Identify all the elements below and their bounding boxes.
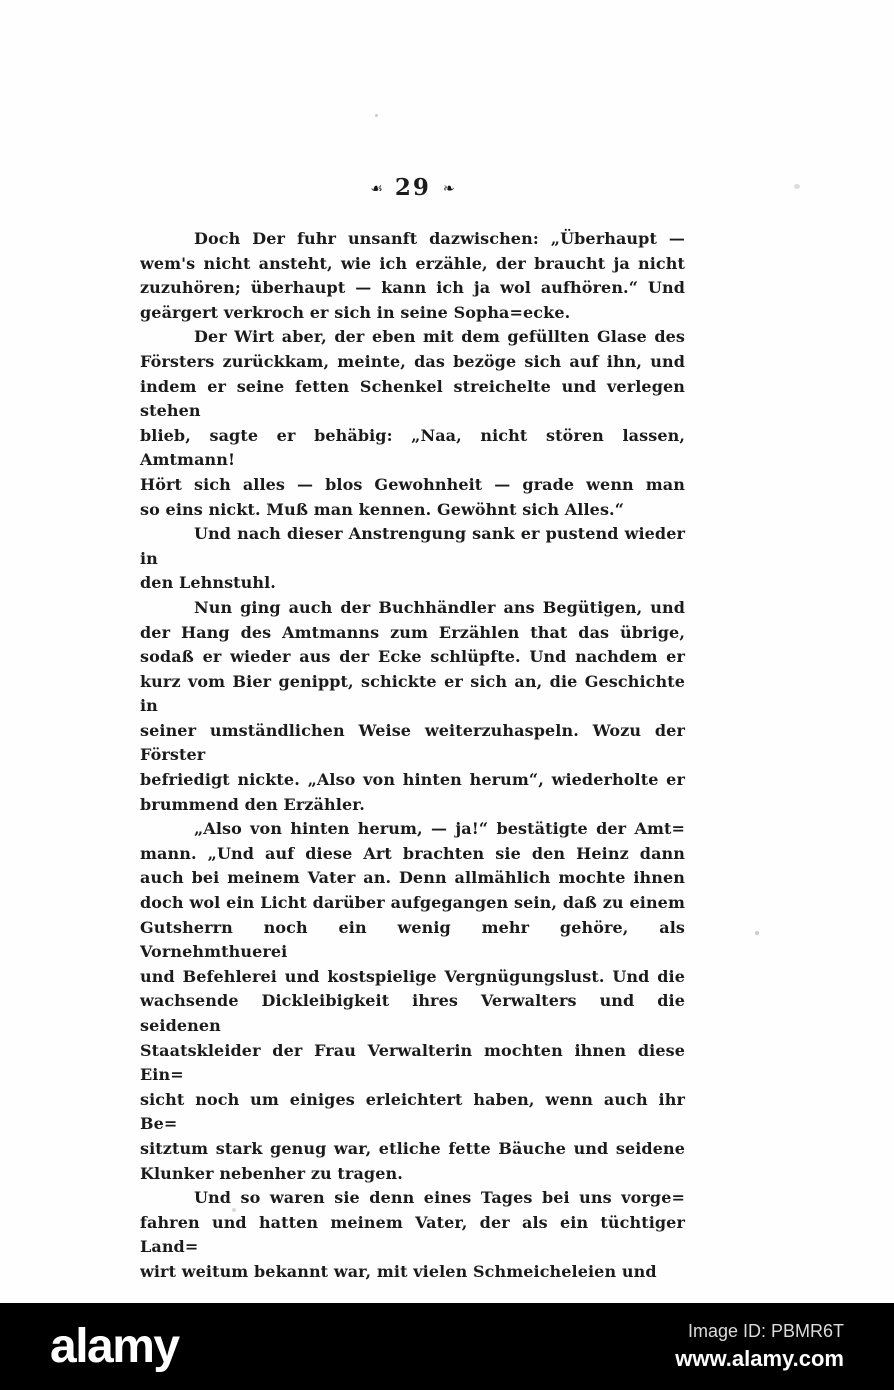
alamy-logo: alamy	[50, 1319, 179, 1373]
text-line: wirt weitum bekannt war, mit vielen Schmeicheleien und	[140, 1261, 657, 1281]
image-id-label: Image ID: PBMR6T	[687, 1320, 844, 1341]
page-header	[140, 174, 685, 201]
scan-speck	[794, 184, 800, 189]
text-block	[140, 227, 685, 1285]
text-line: Der Wirt aber, der eben mit dem gefüllten Glase des	[194, 327, 685, 347]
text-line: sicht noch um einiges erleichtert haben, wenn auch ihr Be=	[140, 1089, 685, 1134]
text-line: auch bei meinem Vater an. Denn allmählich mochte ihnen	[140, 868, 685, 888]
text-line: indem er seine fetten Schenkel streichelte und verlegen stehen	[140, 376, 685, 421]
text-line: Doch Der fuhr unsanft dazwischen: „Überhaupt —	[194, 229, 685, 248]
text-line: seiner umständlichen Weise weiterzuhaspeln. Wozu der Förster	[140, 720, 685, 765]
text-line: sitztum stark genug war, etliche fette Bäuche und seidene	[140, 1138, 685, 1158]
text-line: „Also von hinten herum, — ja!“ bestätigte der Amt=	[194, 819, 685, 839]
text-line: wem's nicht ansteht, wie ich erzähle, der braucht ja nicht	[140, 253, 685, 273]
text-line: wachsende Dickleibigkeit ihres Verwalters und die seidenen	[140, 991, 685, 1035]
text-line: Försters zurückkam, meinte, das bezöge sich auf ihn, und	[140, 351, 685, 371]
text-line: Gutsherrn noch ein wenig mehr gehöre, als Vornehmthuerei	[140, 917, 685, 962]
paragraph	[140, 227, 685, 325]
scan-speck	[755, 931, 759, 935]
page-number: 29	[394, 174, 431, 201]
text-line: Hört sich alles — blos Gewohnheit — grade wenn man	[140, 474, 685, 494]
text-line: kurz vom Bier genippt, schickte er sich an, die Geschichte in	[140, 671, 685, 716]
text-line: geärgert verkroch er sich in seine Sopha=ecke.	[140, 302, 571, 322]
text-line: befriedigt nickte. „Also von hinten herum“, wiederholte er	[140, 770, 685, 790]
text-line: blieb, sagte er behäbig: „Naa, nicht stören lassen, Amtmann!	[140, 425, 685, 470]
text-line: brummend den Erzähler.	[140, 794, 365, 814]
text-line: Staatskleider der Frau Verwalterin mochten ihnen diese Ein=	[140, 1040, 685, 1085]
paragraph	[140, 325, 685, 522]
text-line: sodaß er wieder aus der Ecke schlüpfte. Und nachdem er	[140, 647, 685, 667]
text-line: und Befehlerei und kostspielige Vergnügungslust. Und die	[140, 966, 685, 986]
text-line: den Lehnstuhl.	[140, 573, 276, 593]
watermark-bar	[0, 1303, 894, 1390]
paragraph	[140, 817, 685, 1186]
text-line: mann. „Und auf diese Art brachten sie den Heinz dann	[140, 843, 685, 863]
paragraph	[140, 522, 685, 596]
text-line: Nun ging auch der Buchhändler ans Begütigen, und	[194, 597, 685, 617]
text-line: Klunker nebenher zu tragen.	[140, 1163, 403, 1183]
paragraph	[140, 1186, 685, 1284]
alamy-url: www.alamy.com	[675, 1346, 844, 1372]
scan-speck	[375, 114, 378, 117]
text-line: so eins nickt. Muß man kennen. Gewöhnt sich Alles.“	[140, 499, 625, 519]
text-line: fahren und hatten meinem Vater, der als ein tüchtiger Land=	[140, 1212, 685, 1257]
fleuron-right-icon: ❧	[442, 180, 455, 197]
watermark-info	[675, 1321, 844, 1373]
fleuron-left-icon: ☙	[370, 180, 383, 197]
text-line: doch wol ein Licht darüber aufgegangen sein, daß zu einem	[140, 893, 685, 913]
scan-speck	[232, 1208, 236, 1212]
text-line: der Hang des Amtmanns zum Erzählen that das übrige,	[140, 622, 685, 642]
text-line: Und nach dieser Anstrengung sank er pustend wieder in	[140, 524, 685, 568]
text-line: zuzuhören; überhaupt — kann ich ja wol aufhören.“ Und	[140, 278, 685, 298]
text-line: Und so waren sie denn eines Tages bei uns vorge=	[194, 1188, 685, 1208]
paragraph	[140, 596, 685, 817]
